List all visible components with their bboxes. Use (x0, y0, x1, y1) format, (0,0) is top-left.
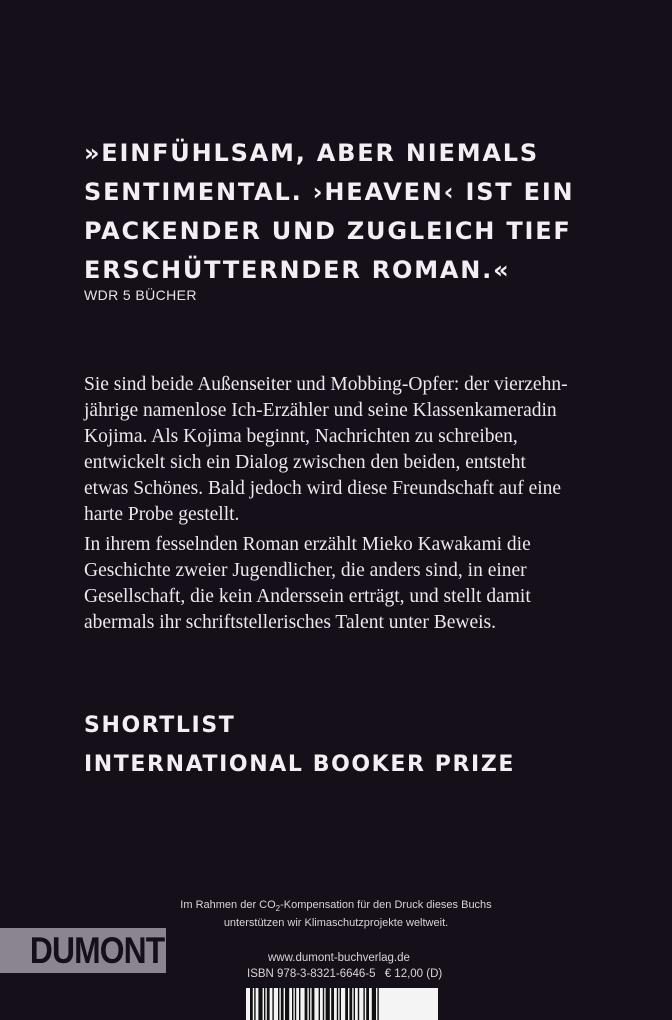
blurb-line: harte Probe gestellt. (84, 504, 240, 525)
publisher-logo-text: DUMONT (29, 930, 164, 971)
prize-name: INTERNATIONAL BOOKER PRIZE (84, 752, 515, 777)
quote-line: »EINFÜHLSAM, ABER NIEMALS (84, 139, 539, 167)
blurb-line: abermals ihr schriftstellerisches Talent unter Beweis. (84, 612, 496, 633)
blurb-line: jährige namenlose Ich-Erzähler und seine Klassenkameradin (84, 400, 557, 421)
quote-line: ERSCHÜTTERNDER ROMAN.« (84, 256, 511, 284)
blurb-line: In ihrem fesselnden Roman erzählt Mieko Kawakami die (84, 534, 531, 555)
barcode-graphic (246, 988, 438, 1020)
blurb-line: entwickelt sich ein Dialog zwischen den beiden, entsteht (84, 452, 526, 473)
co2-notice-line-1: Im Rahmen der $CO_2$-Kompensation für den Druck dieses Buchs (180, 899, 492, 914)
publisher-logo (0, 928, 166, 973)
price: € 12,00 (D) (384, 968, 443, 980)
barcode (246, 988, 438, 1020)
quote-line: PACKENDER UND ZUGLEICH TIEF (84, 217, 572, 245)
prize-announcement (84, 706, 515, 784)
publisher-website: www.dumont-buchverlag.de (268, 952, 410, 964)
blurb-line: etwas Schönes. Bald jedoch wird diese Freundschaft auf eine (84, 478, 562, 499)
review-quote (84, 134, 624, 290)
blurb-paragraph-1 (84, 372, 624, 528)
blurb-line: Kojima. Als Kojima beginnt, Nachrichten zu schreiben, (84, 426, 518, 447)
blurb-line: Geschichte zweier Jugendlicher, die anders sind, in einer (84, 560, 527, 581)
blurb-line: Sie sind beide Außenseiter und Mobbing-Opfer: der vierzehn- (84, 374, 568, 395)
co2-notice (160, 898, 512, 931)
blurb-paragraph-2 (84, 532, 624, 636)
blurb-line: Gesellschaft, die kein Anderssein erträgt, und stellt damit (84, 586, 531, 607)
prize-shortlist: SHORTLIST (84, 713, 236, 738)
isbn: ISBN 978-3-8321-6646-5 (247, 968, 376, 980)
co2-notice-line-2: unterstützen wir Klimaschutzprojekte weltweit. (223, 917, 449, 930)
quote-line: SENTIMENTAL. ›HEAVEN‹ IST EIN (84, 178, 575, 206)
isbn-price-row (247, 968, 448, 980)
quote-source: WDR 5 BÜCHER (84, 287, 197, 303)
